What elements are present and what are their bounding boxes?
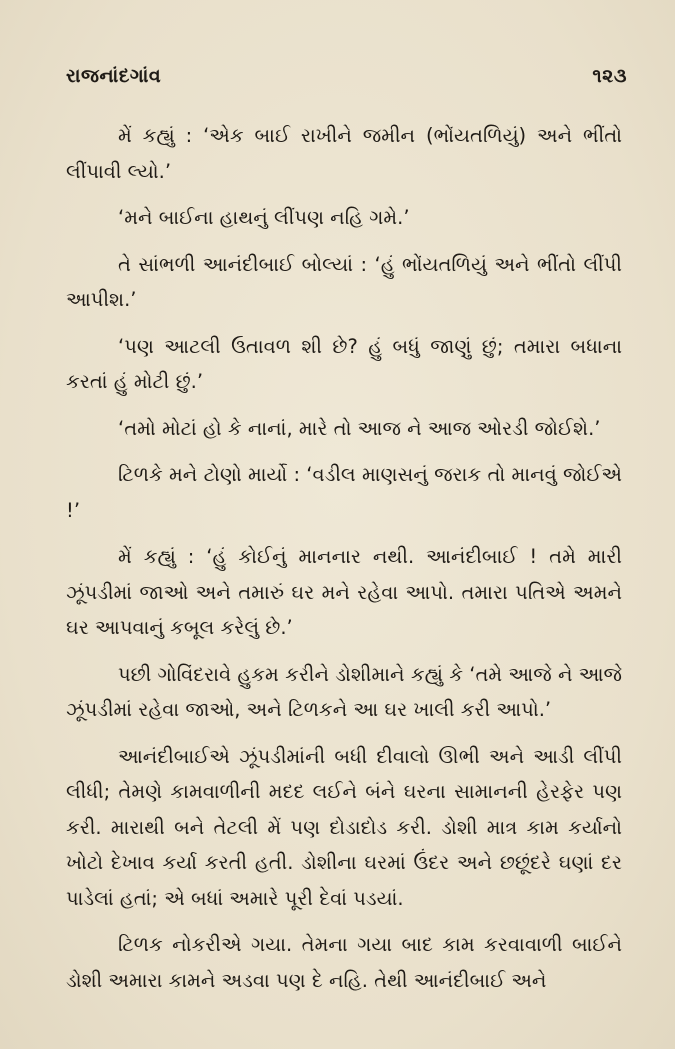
- paragraph: ટિળક નોકરીએ ગયા. તેમના ગયા બાદ કામ કરવાવાળી બાઈને ડોશી અમારા કામને અડવા પણ દે નહિ. તેથી આનંદીબાઈ અને: [66, 933, 622, 992]
- paragraph: પછી ગોવિંદરાવે હુકમ કરીને ડોશીમાને કહ્યું કે ‘તમે આજે ને આજે ઝૂંપડીમાં રહેવા જાઓ, અને ટિળકને આ ઘર ખાલી કરી આપો.’: [66, 662, 622, 721]
- paragraph: ‘તમો મોટાં હો કે નાનાં, મારે તો આજ ને આજ ઓરડી જોઈશે.’: [118, 416, 601, 440]
- paragraph: ‘પણ આટલી ઉતાવળ શી છે? હું બધું જાણું છું; તમારા બધાના કરતાં હું મોટી છું.’: [66, 334, 622, 393]
- paragraph: ‘મને બાઈના હાથનું લીંપણ નહિ ગમે.’: [118, 206, 410, 229]
- paragraph: ટિળકે મને ટોણો માર્યો : ‘વડીલ માણસનું જરાક તો માનવું જોઈએ !’: [66, 463, 622, 522]
- body-text: [66, 118, 622, 1009]
- page-number: ૧૨૩: [592, 65, 627, 87]
- paragraph: તે સાંભળી આનંદીબાઈ બોલ્યાં : ‘હું ભોંયતળિયું અને ભીંતો લીંપી આપીશ.’: [66, 252, 622, 311]
- paragraph: મેં કહ્યું : ‘એક બાઈ રાખીને જમીન (ભોંયતળિયું) અને ભીંતો લીંપાવી લ્યો.’: [66, 124, 622, 183]
- paragraph: આનંદીબાઈએ ઝૂંપડીમાંની બધી દીવાલો ઊભી અને આડી લીંપી લીધી; તેમણે કામવાળીની મદદ લઈને બંને ઘરના સામાનની હેરફેર પણ કરી. મારાથી બને તેટલી મેં પણ દોડાદોડ કરી. ડોશી માત્ર કામ કર્યાનો ખોટો દેખાવ કર્યા કરતી હતી. ડોશીના ઘરમાં ઉંદર અને છછૂંદરે ઘણાં દર પાડેલાં હતાં; એ બધાં અમારે પૂરી દેવાં પડયાં.: [66, 744, 622, 910]
- paragraph: મેં કહ્યું : ‘હું કોઈનું માનનાર નથી. આનંદીબાઈ ! તમે મારી ઝૂંપડીમાં જાઓ અને તમારું ઘર મને રહેવા આપો. તમારા પતિએ અમને ઘર આપવાનું કબૂલ કરેલું છે.’: [66, 545, 622, 639]
- chapter-title: રાજનાંદગાંવ: [66, 65, 162, 87]
- running-header: [66, 60, 627, 92]
